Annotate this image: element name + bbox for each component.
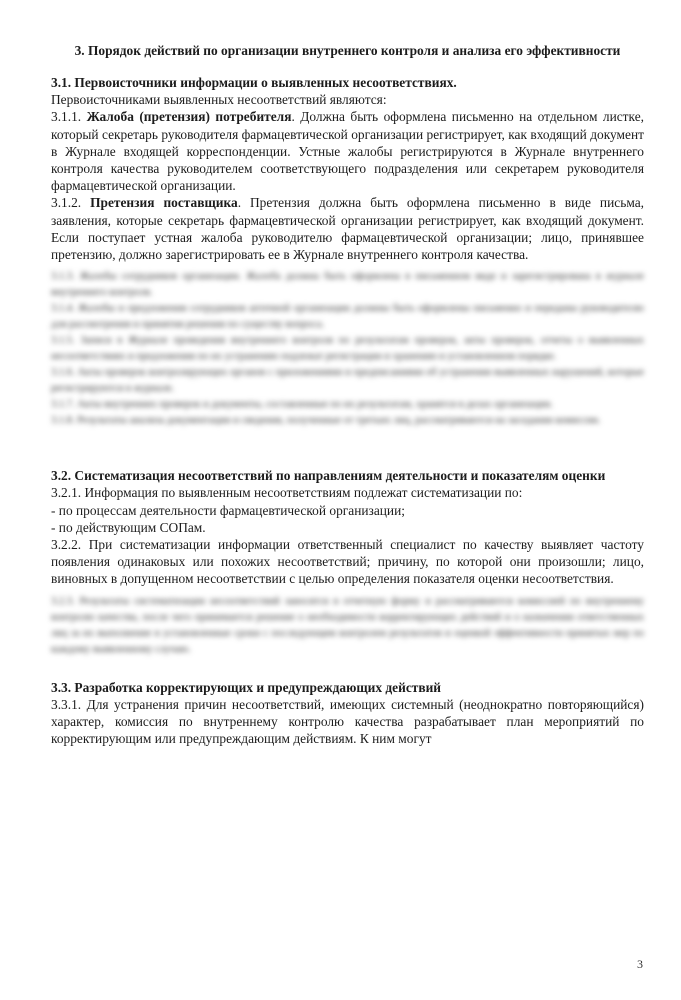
list-item: - по действующим СОПам.	[51, 519, 206, 535]
term-bold: Претензия поставщика	[90, 195, 238, 211]
blurred-text-block: 3.2.3. Результаты систематизации несоответствий заносятся в отчетную форму и рассматриваются комиссией по внутреннему контролю качества, после чего принимается решение о необходимости корректирующих действий и о назначении ответственных лиц за их выполнение в установленные сроки с последующим контролем результатов и оценкой эффективности принятых мер по каждому выявленному случаю.	[51, 595, 644, 655]
term-bold: Жалоба (претензия) потребителя	[86, 109, 292, 125]
paragraph-text: . Должна быть оформлена письменно на отдельном листке, который секретарь руководителя фармацевтической организации регистрирует, как входящий документ в Журнале входящей корреспонденции. Устные жалобы регистрируются в Журнале внутреннего контроля качества руководителем соответствующего подразделения или секретарем руководителя фармацевтической организации.	[51, 109, 644, 194]
paragraph-3-1-2	[51, 194, 644, 263]
paragraph-3-3-1: 3.3.1. Для устранения причин несоответствий, имеющих системный (неоднократно повторяющийся) характер, комиссия по внутреннему контролю качества разрабатывает план мероприятий по корректирующим или предупреждающим действиям. К ним могут	[51, 696, 644, 747]
paragraph-3-2-1: 3.2.1. Информация по выявленным несоответствиям подлежат систематизации по:	[51, 485, 523, 501]
page-number: 3	[637, 957, 643, 971]
paragraph-text: . Претензия должна быть оформлена письменно в виде письма, заявления, которые секретарь фармацевтической организации регистрирует, как входящий документ. Если поступает устная жалоба руководителю фармацевтической организации; лицо, принявшее претензию, должно зарегистрировать ее в Журнале внутреннего контроля качества.	[51, 195, 644, 263]
paragraph-number: 3.1.1.	[51, 109, 87, 125]
page-title: 3. Порядок действий по организации внутреннего контроля и анализа его эффективности	[74, 43, 621, 58]
section-3-1-intro: Первоисточниками выявленных несоответствий являются:	[51, 92, 387, 108]
section-3-1-heading: 3.1. Первоисточники информации о выявленных несоответствиях.	[51, 75, 457, 90]
section-3-2-heading: 3.2. Систематизация несоответствий по направлениям деятельности и показателям оценки	[51, 468, 606, 484]
section-3-3-heading: 3.3. Разработка корректирующих и предупреждающих действий	[51, 679, 442, 695]
paragraph-3-2-2: 3.2.2. При систематизации информации ответственный специалист по качеству выявляет частоту появления одинаковых или похожих несоответствий; причину, по которой они произошли; лицо, виновных в допущенном несоответствии с целью определения показателя оценки несоответствия.	[51, 537, 644, 587]
paragraph-3-1-1	[51, 108, 644, 194]
list-item: - по процессам деятельности фармацевтической организации;	[51, 502, 405, 518]
paragraph-number: 3.1.2.	[51, 195, 91, 211]
document-content	[51, 42, 644, 747]
blurred-text-block: 3.1.3. Жалобы сотрудников организации. Жалоба должна быть оформлена в письменном виде и зарегистрирована в журнале внутреннего контроля. 3.1.4. Жалобы и предложения сотрудников аптечной организации должны быть оформлены письменно и переданы руководителю для рассмотрения и принятия решения по существу вопроса. 3.1.5. Записи в Журнале проведения внутреннего контроля по результатам проверок, акты проверок, отчеты о выявленных несоответствиях и предложения по их устранению подлежат регистрации и хранению в установленном порядке. 3.1.6. Акты проверок контролирующих органов с приложениями и предписаниями об устранении выявленных нарушений, которые регистрируются в журнале. 3.1.7. Акты внутренних проверок и документы, составленные по их результатам, хранятся в делах организации. 3.1.8. Результаты анализа документации и сведения, полученные от третьих лиц, рассматриваются на заседании комиссии.	[51, 271, 644, 427]
